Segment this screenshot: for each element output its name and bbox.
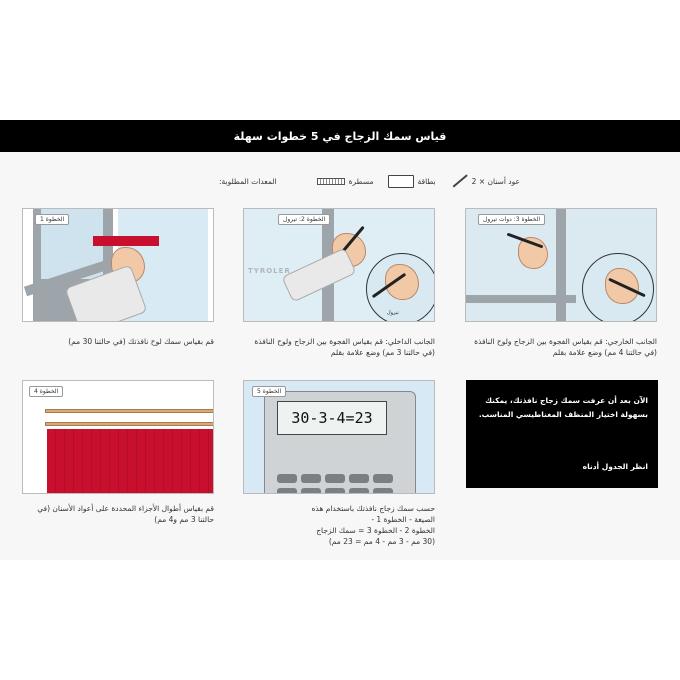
equipment-item-ruler bbox=[317, 177, 374, 186]
window-frame bbox=[556, 209, 566, 322]
step-5-caption-line: (30 مم - 3 مم - 4 مم = 23 مم) bbox=[328, 537, 435, 546]
ruler bbox=[93, 236, 159, 246]
calculator-key bbox=[325, 474, 345, 483]
step-5-badge: الخطوة 5 bbox=[252, 386, 286, 397]
step-5-caption bbox=[243, 503, 435, 547]
step-2-illustration bbox=[243, 208, 435, 322]
step-5-caption-line: حسب سمك زجاج نافذتك باستخدام هذه bbox=[311, 504, 435, 513]
step-5-caption-line: الخطوة 2 - الخطوة 3 = سمك الزجاج bbox=[316, 526, 435, 535]
equipment-list bbox=[180, 170, 520, 192]
zoom-circle bbox=[366, 253, 435, 322]
step-1-badge: الخطوة 1 bbox=[35, 214, 69, 225]
step-3-caption: الجانب الخارجي: قم بقياس الفجوة بين الزجاج ولوح النافذة (في حالتنا 4 مم) وضع علامة بقلم bbox=[474, 337, 657, 357]
equipment-heading: المعدات المطلوبة: bbox=[218, 176, 277, 186]
calculator-key bbox=[349, 488, 369, 494]
page-title bbox=[0, 120, 680, 152]
step-2-caption: الجانب الداخلي: قم بقياس الفجوة بين الزجاج ولوح النافذة (في حالتنا 3 مم) وضع علامة بقلم bbox=[254, 337, 435, 357]
calculator-key bbox=[277, 474, 297, 483]
step-3-badge: الخطوة 3: دوات تيرول bbox=[478, 214, 545, 225]
brand-watermark: TYROLER bbox=[248, 267, 291, 275]
card-icon bbox=[388, 175, 414, 188]
step-4-caption: قم بقياس أطوال الأجزاء المحددة على أعواد الأسنان (في حالتنا 3 مم و4 مم) bbox=[37, 504, 214, 524]
calculator-key bbox=[325, 488, 345, 494]
calculator-key bbox=[301, 474, 321, 483]
calculator-key bbox=[373, 474, 393, 483]
window-sill bbox=[466, 295, 576, 303]
calculator-key bbox=[301, 488, 321, 494]
zoom-circle bbox=[582, 253, 654, 322]
step-4-illustration bbox=[22, 380, 214, 494]
info-box bbox=[466, 380, 658, 488]
equipment-item-toothpicks bbox=[450, 175, 520, 187]
toothpick-upper bbox=[45, 409, 214, 413]
equipment-ruler-label: مسطرة bbox=[348, 176, 374, 186]
see-table-link: انظر الجدول أدناه bbox=[582, 462, 648, 471]
equipment-card-label: بطاقة bbox=[417, 176, 436, 186]
step-5-caption-line: الصيغة - الخطوة 1 - bbox=[371, 515, 435, 524]
equipment-toothpick-label: عود أسنان × 2 bbox=[471, 176, 520, 186]
ruler-icon bbox=[317, 178, 345, 185]
step-3-illustration bbox=[465, 208, 657, 322]
zoom-label: تيرول bbox=[387, 310, 399, 316]
calculator-key bbox=[373, 488, 393, 494]
step-1-caption: قم بقياس سمك لوح نافذتك (في حالتنا 30 مم) bbox=[68, 337, 214, 346]
info-box-text: الآن بعد أن عرفت سمك زجاج نافذتك، يمكنك بسهولة اختيار المنظف المغناطيسي المناسب. bbox=[478, 396, 648, 419]
calculator-display: 30-3-4=23 bbox=[277, 401, 387, 435]
equipment-item-card bbox=[388, 175, 436, 188]
step-2-badge: الخطوة 2: تيرول bbox=[278, 214, 330, 225]
toothpick-icon bbox=[450, 175, 468, 187]
step-1-illustration bbox=[22, 208, 214, 322]
step-4-badge: الخطوة 4 bbox=[29, 386, 63, 397]
calculator-key bbox=[349, 474, 369, 483]
step-5-illustration bbox=[243, 380, 435, 494]
toothpick-lower bbox=[45, 422, 214, 426]
title-text: قياس سمك الزجاج في 5 خطوات سهلة bbox=[233, 129, 447, 143]
calculator-key bbox=[277, 488, 297, 494]
ruler bbox=[47, 429, 214, 494]
